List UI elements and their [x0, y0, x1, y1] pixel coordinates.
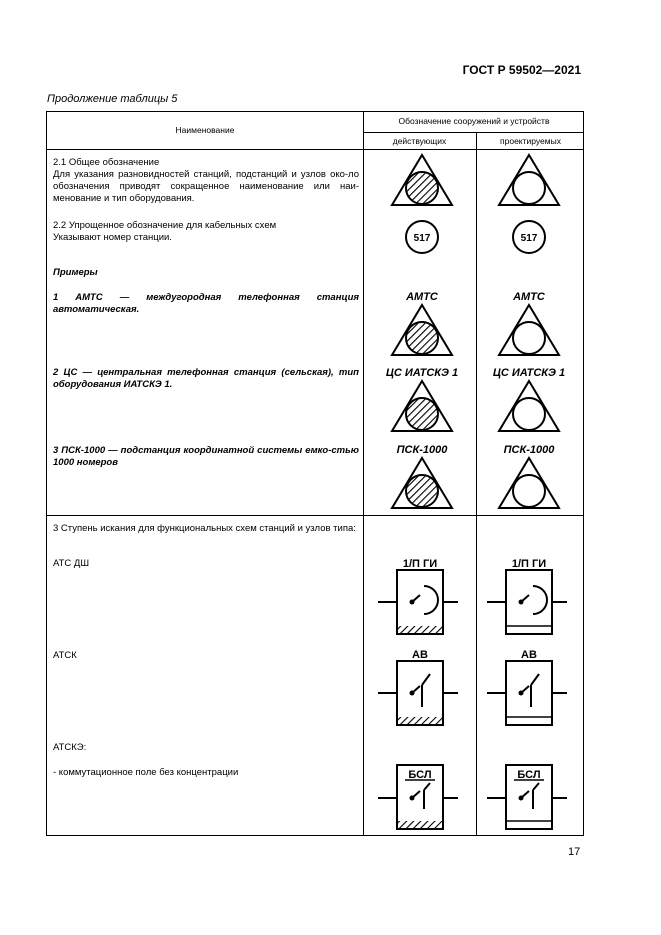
example-1-label-existing: АМТС — [406, 291, 438, 303]
column-divider — [476, 132, 477, 835]
example-3-symbol-planned — [496, 455, 562, 511]
stage-atcke-symbol-planned — [483, 761, 575, 833]
example-2-symbol-planned — [496, 378, 562, 434]
document-number: ГОСТ Р 59502—2021 — [462, 63, 581, 77]
example-1-symbol-existing — [389, 302, 455, 358]
stage-dsh-symbol-existing — [374, 553, 466, 637]
column-header-name: Наименование — [175, 125, 235, 135]
column-header-planned: проектируемых — [500, 136, 561, 146]
general-title: 2.1 Общее обозначение — [53, 157, 160, 168]
stage-atck-label-existing: АВ — [412, 649, 428, 661]
example-3-text: 3 ПСК-1000 — подстанция координатной системы емко-стью 1000 номеров — [53, 445, 359, 468]
table-continuation-caption: Продолжение таблицы 5 — [47, 93, 178, 105]
stage-atcke-symbol-existing — [374, 761, 466, 833]
station-number-existing: 517 — [413, 233, 431, 244]
example-3-label-planned: ПСК-1000 — [503, 444, 555, 456]
header-bottom-line — [47, 149, 583, 150]
stage-dsh-label-planned: 1/П ГИ — [511, 558, 547, 570]
atc-dsh-label: АТС ДШ — [53, 558, 90, 569]
stage-atcke-label-existing: БСЛ — [408, 769, 432, 781]
example-2-symbol-existing — [389, 378, 455, 434]
simple-description: Указывают номер станции. — [53, 232, 172, 243]
column-header-symbols: Обозначение сооружений и устройств — [398, 116, 550, 126]
stage-dsh-label-existing: 1/П ГИ — [402, 558, 438, 570]
stage-atck-label-planned: АВ — [521, 649, 537, 661]
atcke-label: АТСКЭ: — [53, 742, 87, 753]
stage-dsh-symbol-planned — [483, 553, 575, 637]
example-2-label-planned: ЦС ИАТСКЭ 1 — [492, 367, 566, 379]
column-header-existing: действующих — [392, 136, 447, 146]
page-number: 17 — [568, 846, 581, 858]
station-general-symbol-existing — [389, 152, 455, 208]
station-general-symbol-planned — [496, 152, 562, 208]
row-divider — [47, 515, 583, 516]
station-number-planned: 517 — [520, 233, 538, 244]
example-3-symbol-existing — [389, 455, 455, 511]
station-number-symbol-existing — [402, 219, 442, 255]
stage-atcke-label-planned: БСЛ — [517, 769, 541, 781]
atcke-item: - коммутационное поле без концентрации — [53, 767, 239, 778]
stage-atck-symbol-planned — [483, 644, 575, 728]
example-1-symbol-planned — [496, 302, 562, 358]
simple-title: 2.2 Упрощенное обозначение для кабельных схем — [53, 220, 277, 231]
atck-label: АТСК — [53, 650, 77, 661]
stage-atck-symbol-existing — [374, 644, 466, 728]
station-number-symbol-planned — [509, 219, 549, 255]
example-2-text: 2 ЦС — центральная телефонная станция (сельская), тип оборудования ИАТСКЭ 1. — [53, 367, 359, 390]
stage-description: 3 Ступень искания для функциональных схем станций и узлов типа: — [53, 523, 356, 534]
general-description: Для указания разновидностей станций, подстанций и узлов око-ло обозначения приводят сокращенное наименование или наи-менование и тип оборудования. — [53, 169, 359, 204]
example-1-text: 1 АМТС — междугородная телефонная станция автоматическая. — [53, 292, 359, 315]
example-1-label-planned: АМТС — [513, 291, 545, 303]
column-divider — [363, 112, 364, 835]
examples-title: Примеры — [53, 267, 98, 278]
example-2-label-existing: ЦС ИАТСКЭ 1 — [385, 367, 459, 379]
header-divider — [363, 132, 583, 133]
example-3-label-existing: ПСК-1000 — [396, 444, 448, 456]
